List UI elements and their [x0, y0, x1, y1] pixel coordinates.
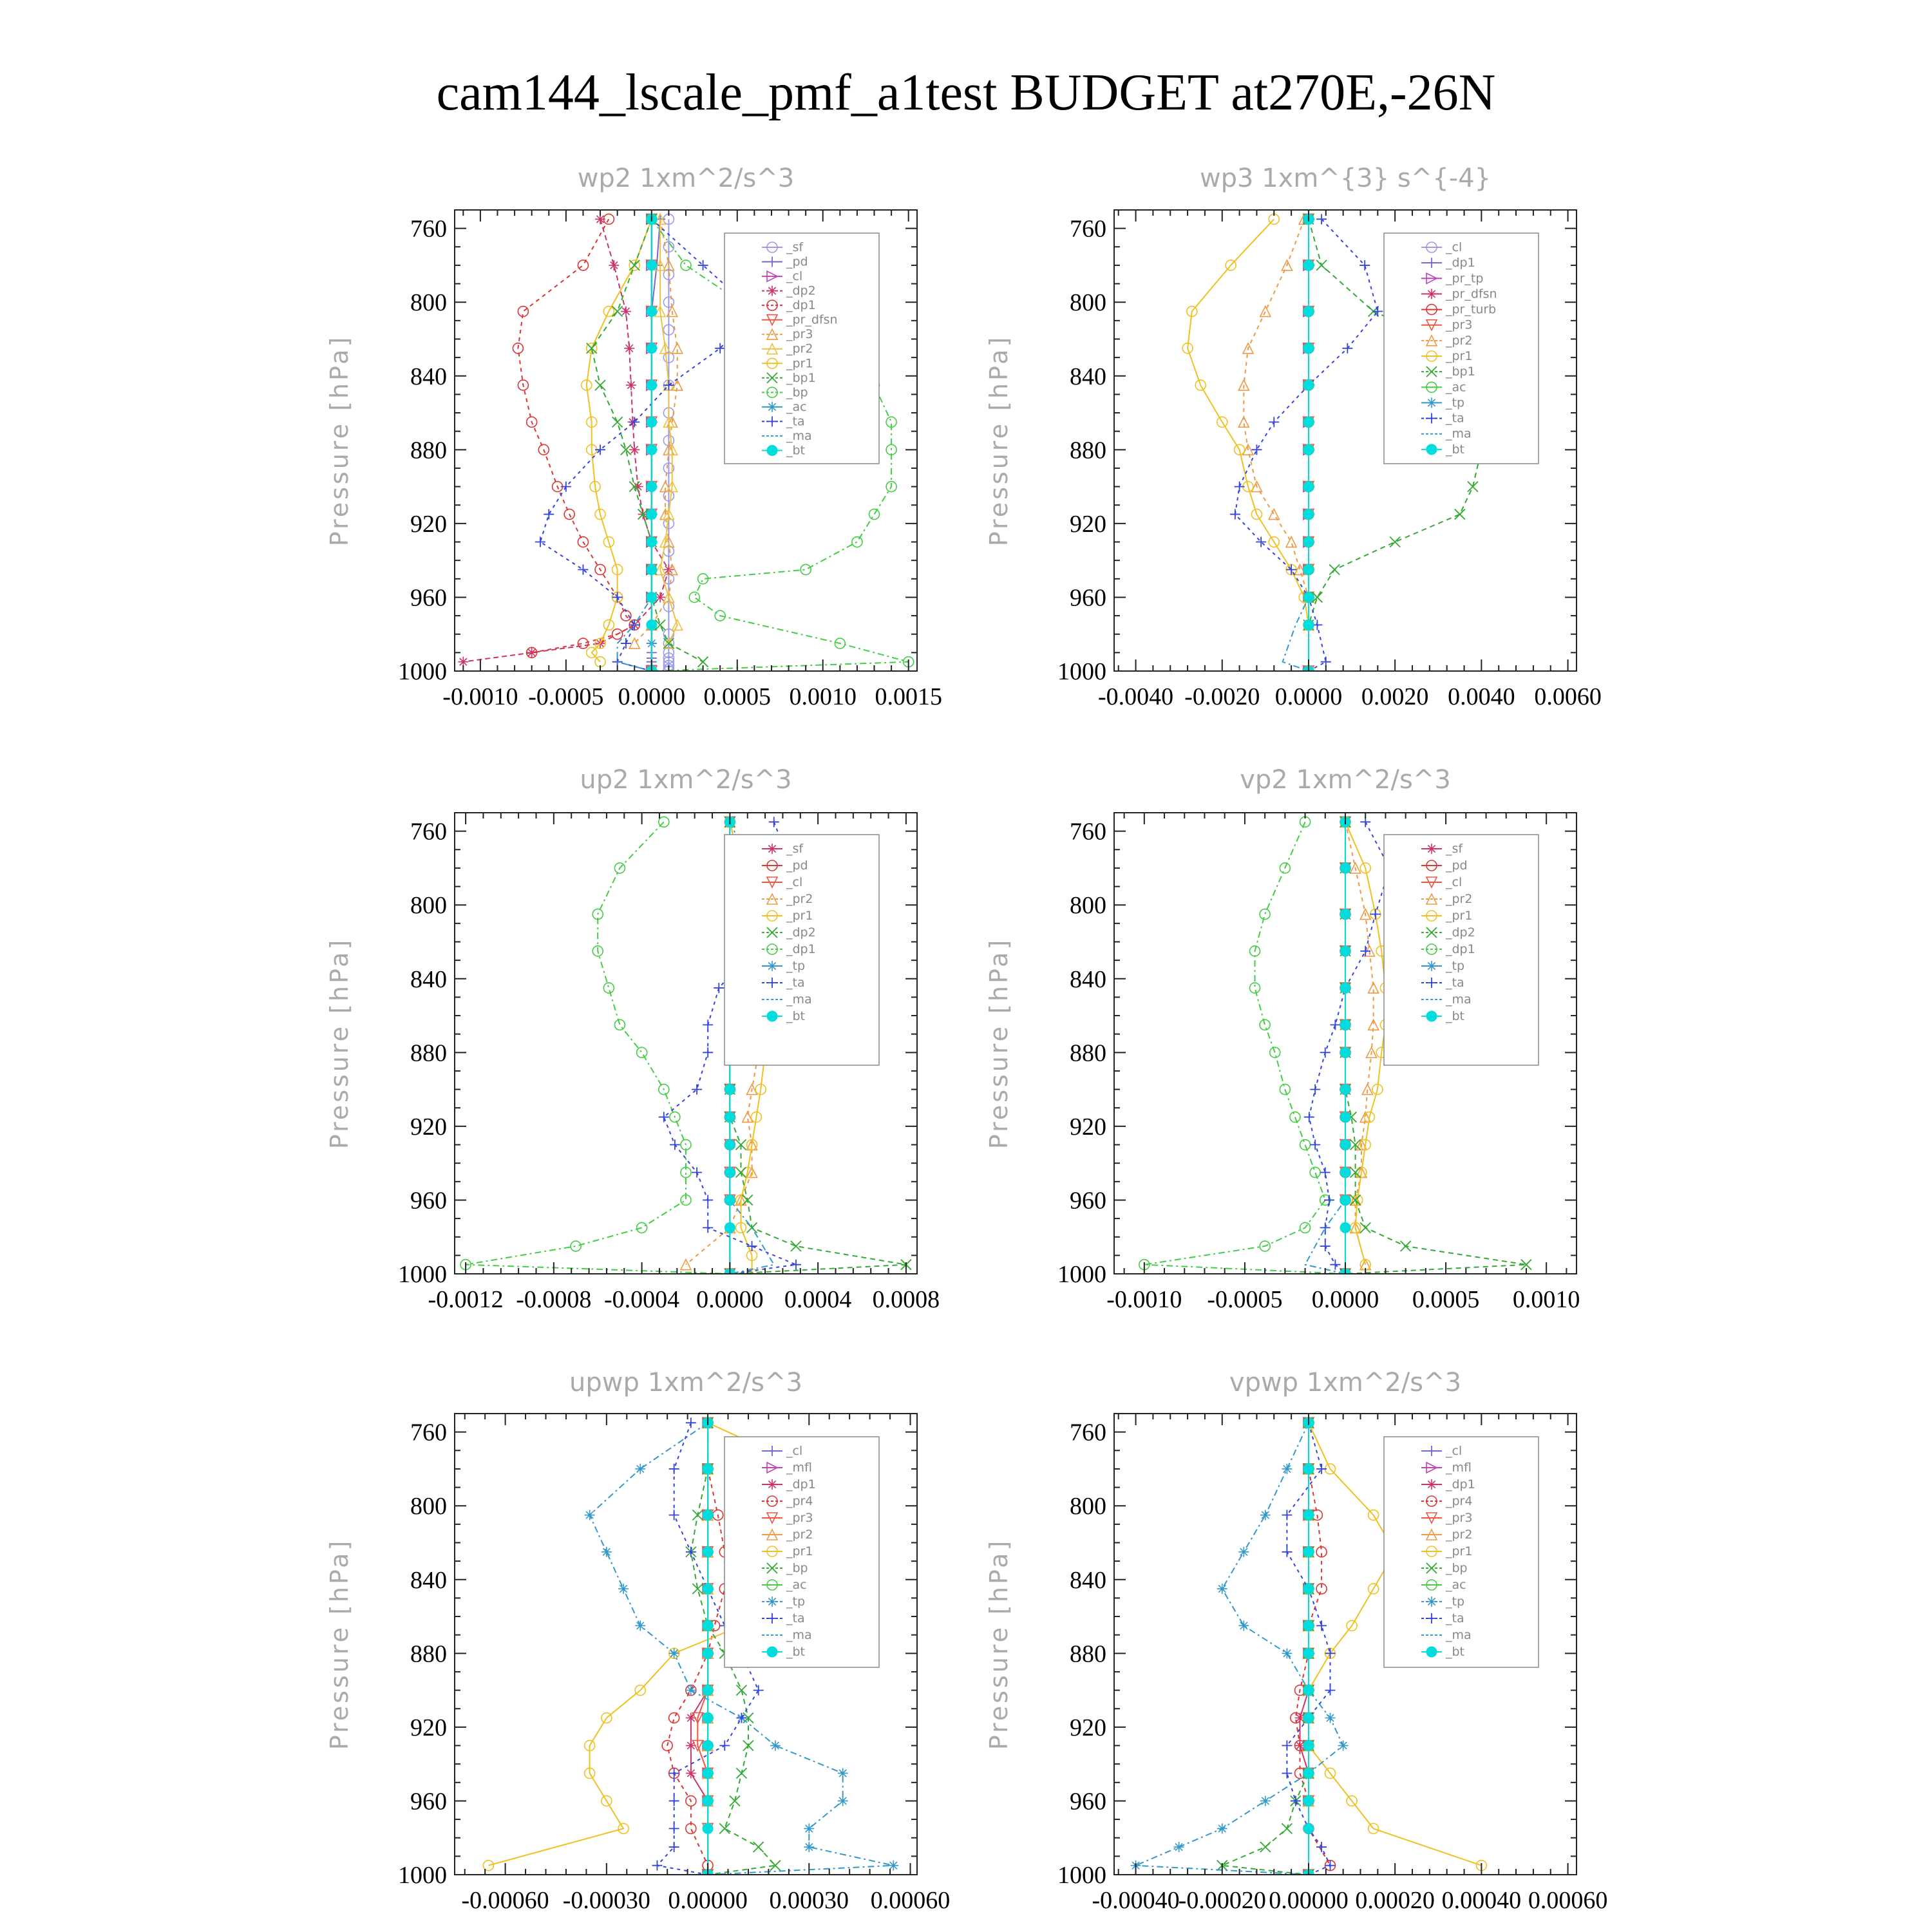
- legend-label: _bp: [786, 385, 808, 400]
- data-point: [1340, 1222, 1350, 1233]
- x-tick-label: -0.0040: [1097, 683, 1174, 710]
- data-point: [1303, 380, 1314, 390]
- legend-label: _ac: [1446, 380, 1466, 395]
- data-point: [647, 537, 657, 547]
- y-tick-label: 800: [410, 289, 447, 317]
- legend-label: _ac: [786, 399, 807, 414]
- legend-label: _ma: [1446, 1628, 1472, 1642]
- x-tick-label: 0.0004: [784, 1286, 852, 1313]
- x-tick-label: 0.0060: [1534, 683, 1602, 710]
- x-tick-label: 0.00040: [1441, 1887, 1522, 1914]
- legend: [1384, 233, 1539, 464]
- legend-label: _pr1: [1446, 909, 1473, 923]
- legend-label: _pr4: [786, 1494, 813, 1508]
- legend-label: _sf: [1446, 842, 1463, 856]
- x-tick-label: 0.0005: [703, 683, 772, 710]
- y-axis-label: Pressure [hPa]: [325, 937, 354, 1150]
- legend-label: _pr3: [786, 327, 813, 342]
- legend-label: _cl: [786, 1444, 803, 1458]
- legend-label: _pr1: [1446, 1544, 1473, 1558]
- y-tick-label: 800: [410, 1493, 447, 1520]
- y-axis-label: Pressure [hPa]: [985, 937, 1013, 1150]
- x-tick-label: 0.00060: [1528, 1887, 1608, 1914]
- data-point: [703, 1768, 713, 1778]
- data-point: [1340, 1195, 1350, 1205]
- data-point: [1303, 444, 1314, 455]
- legend-marker: [1426, 1647, 1437, 1657]
- y-axis-label: Pressure [hPa]: [985, 1538, 1013, 1750]
- data-point: [703, 1584, 713, 1594]
- data-point: [1303, 307, 1314, 317]
- legend-item: [1421, 303, 1496, 317]
- legend-label: _ac: [786, 1578, 807, 1592]
- legend-label: _bt: [1446, 1009, 1465, 1023]
- data-point: [703, 1713, 713, 1723]
- data-point: [1303, 1768, 1314, 1778]
- legend-item: [762, 1544, 813, 1558]
- legend-label: _tp: [786, 959, 806, 973]
- x-tick-label: 0.00030: [769, 1887, 849, 1914]
- legend-marker: [767, 402, 777, 412]
- data-point: [1340, 1084, 1350, 1095]
- x-tick-label: 0.00020: [1355, 1887, 1435, 1914]
- legend-label: _pr3: [786, 1511, 813, 1525]
- legend-label: _bt: [786, 1009, 806, 1023]
- data-point: [647, 509, 657, 520]
- data-point: [647, 592, 657, 602]
- y-tick-label: 1000: [1057, 1261, 1106, 1288]
- data-point: [1340, 1019, 1350, 1030]
- legend: [724, 835, 879, 1065]
- y-axis-label: Pressure [hPa]: [325, 1538, 354, 1750]
- data-point: [703, 1510, 713, 1520]
- legend-label: _bp1: [1446, 365, 1475, 379]
- legend-marker: [767, 1647, 777, 1657]
- panel-title: vp2 1xm^2/s^3: [1240, 765, 1451, 795]
- y-tick-label: 880: [1070, 1039, 1106, 1067]
- panel-title: vpwp 1xm^2/s^3: [1229, 1368, 1462, 1397]
- data-point: [703, 1547, 713, 1557]
- y-tick-label: 920: [1070, 510, 1106, 538]
- x-tick-label: 0.0000: [696, 1286, 764, 1313]
- data-point: [647, 417, 657, 427]
- legend-marker: [767, 961, 777, 971]
- x-tick-label: 0.0000: [1274, 683, 1343, 710]
- legend-label: _dp2: [786, 283, 816, 298]
- data-point: [1303, 1795, 1314, 1806]
- data-point: [1303, 592, 1314, 602]
- data-point: [1303, 1547, 1314, 1557]
- legend-label: _dp2: [1446, 925, 1475, 940]
- legend-label: _ma: [1446, 992, 1472, 1007]
- data-point: [724, 1112, 735, 1122]
- data-point: [647, 343, 657, 354]
- y-tick-label: 1000: [398, 658, 447, 685]
- legend-label: _pr2: [786, 341, 813, 356]
- x-tick-label: -0.00020: [1178, 1887, 1266, 1914]
- data-point: [1303, 509, 1314, 520]
- y-tick-label: 800: [1070, 1493, 1106, 1520]
- data-point: [703, 1741, 713, 1751]
- legend-label: _ta: [786, 1611, 805, 1625]
- data-point: [1303, 1741, 1314, 1751]
- legend-label: _cl: [786, 269, 803, 284]
- legend-label: _sf: [786, 842, 804, 856]
- data-point: [1303, 620, 1314, 630]
- legend-label: _ma: [786, 428, 812, 443]
- data-point: [647, 307, 657, 317]
- data-point: [647, 444, 657, 455]
- legend-label: _dp1: [1446, 942, 1475, 956]
- y-tick-label: 880: [410, 437, 447, 464]
- y-tick-label: 760: [410, 1419, 447, 1446]
- y-tick-label: 760: [1070, 1419, 1106, 1446]
- y-tick-label: 880: [410, 1640, 447, 1668]
- x-tick-label: 0.0010: [1512, 1286, 1580, 1313]
- data-point: [686, 1768, 696, 1778]
- legend: [1384, 1437, 1539, 1667]
- x-tick-label: -0.00040: [1092, 1887, 1180, 1914]
- data-point: [1303, 1823, 1314, 1833]
- y-tick-label: 960: [410, 584, 447, 612]
- legend-label: _tp: [786, 1595, 806, 1609]
- y-tick-label: 800: [410, 892, 447, 920]
- data-point: [1303, 482, 1314, 492]
- legend-label: _cl: [1446, 1444, 1463, 1458]
- panel-title: upwp 1xm^2/s^3: [569, 1368, 802, 1397]
- x-tick-label: 0.00000: [1269, 1887, 1349, 1914]
- legend-marker: [767, 286, 777, 296]
- data-point: [1340, 1140, 1350, 1150]
- legend-marker: [767, 1596, 777, 1607]
- legend-item: [1421, 1544, 1472, 1558]
- data-point: [626, 380, 636, 390]
- x-tick-label: 0.0015: [875, 683, 942, 710]
- legend-label: _dp1: [1446, 1477, 1475, 1492]
- data-point: [703, 1648, 713, 1658]
- data-point: [647, 380, 657, 390]
- y-tick-label: 840: [1070, 1566, 1106, 1594]
- x-tick-label: 0.0008: [872, 1286, 940, 1313]
- x-tick-label: 0.00060: [870, 1887, 951, 1914]
- legend-label: _bp: [786, 1561, 808, 1575]
- legend-label: _pr_dfsn: [786, 312, 838, 327]
- y-tick-label: 840: [1070, 363, 1106, 390]
- figure-title: cam144_lscale_pmf_a1test BUDGET at270E,-26N: [436, 64, 1496, 121]
- legend-label: _mfl: [1446, 1461, 1472, 1475]
- legend-label: _ma: [786, 992, 812, 1007]
- data-point: [1303, 1685, 1314, 1696]
- x-tick-label: 0.0000: [1311, 1286, 1379, 1313]
- legend-label: _ac: [1446, 1578, 1466, 1592]
- x-tick-label: -0.0010: [1106, 1286, 1182, 1313]
- data-point: [1303, 537, 1314, 547]
- legend-marker: [1426, 1596, 1437, 1607]
- legend-marker: [1426, 1011, 1437, 1021]
- data-point: [1303, 1648, 1314, 1658]
- data-point: [1303, 260, 1314, 270]
- legend-label: _pd: [786, 858, 808, 873]
- x-tick-label: 0.0040: [1448, 683, 1515, 710]
- legend-label: _mfl: [786, 1461, 812, 1475]
- legend-label: _pr3: [1446, 317, 1473, 332]
- y-tick-label: 840: [410, 965, 447, 993]
- x-tick-label: 0.00000: [668, 1887, 748, 1914]
- data-point: [1340, 1112, 1350, 1122]
- x-tick-label: 0.0000: [618, 683, 686, 710]
- legend-label: _cl: [786, 875, 803, 889]
- y-tick-label: 800: [1070, 892, 1106, 920]
- legend-label: _dp1: [786, 1477, 816, 1492]
- data-point: [1340, 983, 1350, 993]
- legend-marker: [767, 1479, 777, 1490]
- data-point: [724, 1195, 735, 1205]
- data-point: [1340, 1047, 1350, 1057]
- legend-marker: [1426, 961, 1437, 971]
- data-point: [1303, 343, 1314, 354]
- x-tick-label: -0.00030: [562, 1887, 650, 1914]
- y-axis-label: Pressure [hPa]: [325, 334, 354, 547]
- y-tick-label: 840: [410, 1566, 447, 1594]
- y-tick-label: 760: [1070, 215, 1106, 243]
- legend-label: _dp1: [1446, 256, 1475, 270]
- legend-label: _ta: [786, 414, 805, 429]
- legend-marker: [767, 1011, 777, 1021]
- y-tick-label: 920: [410, 1714, 447, 1741]
- legend-label: _ta: [1446, 1611, 1464, 1625]
- x-tick-label: -0.0005: [528, 683, 604, 710]
- data-point: [647, 260, 657, 270]
- y-tick-label: 1000: [398, 1261, 447, 1288]
- legend-label: _pr2: [786, 892, 813, 906]
- legend-label: _pr1: [786, 1544, 813, 1558]
- legend-label: _cl: [1446, 240, 1463, 254]
- data-point: [647, 620, 657, 630]
- data-point: [647, 564, 657, 574]
- legend-item: [762, 909, 813, 923]
- y-tick-label: 1000: [1057, 658, 1106, 685]
- legend-label: _pd: [1446, 858, 1468, 873]
- data-point: [585, 1510, 595, 1520]
- legend: [724, 1437, 879, 1667]
- data-point: [703, 1464, 713, 1474]
- legend-label: _dp2: [786, 925, 816, 940]
- y-tick-label: 1000: [398, 1862, 447, 1889]
- legend-label: _bt: [1446, 442, 1465, 457]
- data-point: [703, 1620, 713, 1631]
- y-tick-label: 760: [1070, 818, 1106, 846]
- data-point: [1303, 1713, 1314, 1723]
- data-point: [629, 444, 639, 455]
- legend-label: _bp: [1446, 1561, 1468, 1575]
- legend-label: _pr1: [1446, 349, 1473, 363]
- y-tick-label: 760: [410, 818, 447, 846]
- x-tick-label: -0.0008: [516, 1286, 592, 1313]
- legend-label: _pd: [786, 254, 808, 269]
- legend-label: _ma: [786, 1628, 812, 1642]
- legend-marker: [767, 445, 777, 455]
- legend-marker: [1426, 397, 1437, 408]
- legend-label: _bp1: [786, 370, 816, 385]
- legend-item: [1421, 349, 1472, 363]
- data-point: [1340, 1167, 1350, 1177]
- y-tick-label: 920: [410, 1113, 447, 1141]
- legend-label: _dp1: [786, 298, 816, 313]
- legend-item: [1421, 909, 1472, 923]
- legend-label: _ma: [1446, 426, 1472, 441]
- data-point: [1303, 564, 1314, 574]
- data-point: [724, 1084, 735, 1095]
- x-tick-label: -0.0020: [1184, 683, 1260, 710]
- data-point: [1303, 1620, 1314, 1631]
- data-point: [1303, 417, 1314, 427]
- data-point: [1340, 946, 1350, 956]
- legend-label: _sf: [786, 240, 804, 254]
- y-tick-label: 960: [410, 1788, 447, 1815]
- x-tick-label: -0.0005: [1207, 1286, 1283, 1313]
- legend-label: _cl: [1446, 875, 1463, 889]
- legend-label: _ta: [1446, 411, 1464, 426]
- x-tick-label: -0.0004: [604, 1286, 680, 1313]
- data-point: [724, 1140, 735, 1150]
- y-tick-label: 960: [410, 1187, 447, 1215]
- data-point: [647, 482, 657, 492]
- x-tick-label: -0.00060: [461, 1887, 549, 1914]
- y-tick-label: 840: [1070, 965, 1106, 993]
- panel-title: up2 1xm^2/s^3: [580, 765, 792, 795]
- legend-item: [762, 356, 813, 370]
- legend-label: _pr_tp: [1446, 271, 1484, 286]
- y-tick-label: 880: [410, 1039, 447, 1067]
- y-tick-label: 760: [410, 215, 447, 243]
- data-point: [838, 1768, 848, 1778]
- data-point: [703, 1795, 713, 1806]
- x-tick-label: 0.0010: [789, 683, 857, 710]
- legend-label: _pr2: [1446, 1528, 1473, 1542]
- y-tick-label: 880: [1070, 1640, 1106, 1668]
- legend: [724, 233, 879, 464]
- legend-label: _dp1: [786, 942, 816, 956]
- data-point: [1303, 1510, 1314, 1520]
- data-point: [724, 1167, 735, 1177]
- legend-label: _pr2: [1446, 892, 1473, 906]
- legend-label: _pr_turb: [1446, 302, 1497, 317]
- data-point: [1303, 1584, 1314, 1594]
- legend-marker: [767, 844, 777, 854]
- legend-label: _pr_dfsn: [1446, 287, 1497, 301]
- legend-label: _ta: [1446, 976, 1464, 990]
- legend-label: _pr2: [786, 1528, 813, 1542]
- legend-label: _tp: [1446, 395, 1465, 410]
- x-tick-label: -0.0010: [442, 683, 518, 710]
- y-tick-label: 840: [410, 363, 447, 390]
- legend-label: _tp: [1446, 1595, 1465, 1609]
- y-tick-label: 960: [1070, 1187, 1106, 1215]
- y-tick-label: 920: [1070, 1714, 1106, 1741]
- data-point: [624, 343, 634, 354]
- legend: [1384, 835, 1539, 1065]
- data-point: [703, 1685, 713, 1696]
- y-tick-label: 920: [410, 510, 447, 538]
- legend-label: _bt: [786, 443, 806, 458]
- data-point: [703, 1823, 713, 1833]
- data-point: [1260, 1510, 1271, 1520]
- legend-label: _pr2: [1446, 333, 1473, 348]
- legend-label: _pr3: [1446, 1511, 1473, 1525]
- x-tick-label: 0.0005: [1412, 1286, 1480, 1313]
- y-tick-label: 880: [1070, 437, 1106, 464]
- legend-label: _pr1: [786, 909, 813, 923]
- legend-label: _bt: [786, 1645, 806, 1659]
- data-point: [1340, 909, 1350, 920]
- y-tick-label: 800: [1070, 289, 1106, 317]
- x-tick-label: 0.0020: [1361, 683, 1429, 710]
- legend-label: _ta: [786, 976, 805, 990]
- y-tick-label: 920: [1070, 1113, 1106, 1141]
- legend-label: _pr4: [1446, 1494, 1473, 1508]
- y-axis-label: Pressure [hPa]: [985, 334, 1013, 547]
- panel-title: wp2 1xm^2/s^3: [577, 164, 795, 193]
- legend-marker: [1426, 844, 1437, 854]
- legend-label: _pr1: [786, 356, 813, 371]
- data-point: [1340, 863, 1350, 873]
- panel-title: wp3 1xm^{3} s^{-4}: [1199, 164, 1492, 193]
- x-tick-label: -0.0012: [428, 1286, 504, 1313]
- legend-label: _bt: [1446, 1645, 1465, 1659]
- y-tick-label: 1000: [1057, 1862, 1106, 1889]
- legend-marker: [1426, 1479, 1437, 1490]
- legend-label: _tp: [1446, 959, 1465, 973]
- data-point: [724, 1222, 735, 1233]
- legend-marker: [1426, 444, 1437, 455]
- data-point: [770, 1741, 781, 1751]
- data-point: [1303, 1464, 1314, 1474]
- y-tick-label: 960: [1070, 1788, 1106, 1815]
- y-tick-label: 960: [1070, 584, 1106, 612]
